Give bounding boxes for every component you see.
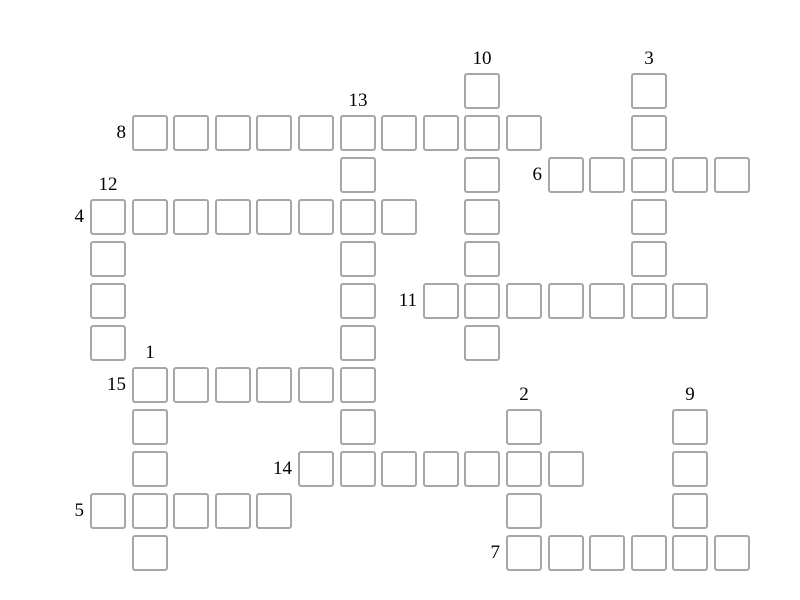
crossword-cell[interactable]: [464, 283, 500, 319]
crossword-cell[interactable]: [340, 241, 376, 277]
crossword-cell[interactable]: [464, 241, 500, 277]
clue-number-13-down: 13: [348, 90, 368, 111]
crossword-cell[interactable]: [423, 283, 459, 319]
crossword-cell[interactable]: [298, 199, 334, 235]
clue-number-1-down: 1: [145, 342, 155, 363]
crossword-cell[interactable]: [132, 451, 168, 487]
crossword-cell[interactable]: [215, 199, 251, 235]
clue-number-4-across: 4: [74, 206, 84, 227]
crossword-cell[interactable]: [173, 115, 209, 151]
crossword-cell[interactable]: [132, 409, 168, 445]
clue-number-6-across: 6: [532, 164, 542, 185]
crossword-cell[interactable]: [506, 115, 542, 151]
crossword-cell[interactable]: [381, 199, 417, 235]
crossword-cell[interactable]: [506, 535, 542, 571]
crossword-cell[interactable]: [631, 283, 667, 319]
crossword-cell[interactable]: [548, 157, 584, 193]
crossword-cell[interactable]: [464, 199, 500, 235]
clue-number-15-across: 15: [107, 374, 126, 395]
crossword-cell[interactable]: [381, 451, 417, 487]
clue-number-12-down: 12: [98, 174, 118, 195]
crossword-cell[interactable]: [672, 493, 708, 529]
crossword-cell[interactable]: [132, 493, 168, 529]
crossword-cell[interactable]: [90, 325, 126, 361]
crossword-cell[interactable]: [672, 535, 708, 571]
clue-number-2-down: 2: [519, 384, 529, 405]
crossword-cell[interactable]: [90, 493, 126, 529]
crossword-cell[interactable]: [340, 451, 376, 487]
crossword-cell[interactable]: [672, 157, 708, 193]
crossword-cell[interactable]: [464, 115, 500, 151]
crossword-cell[interactable]: [631, 115, 667, 151]
crossword-cell[interactable]: [548, 535, 584, 571]
crossword-cell[interactable]: [464, 73, 500, 109]
crossword-cell[interactable]: [589, 283, 625, 319]
crossword-cell[interactable]: [423, 115, 459, 151]
crossword-cell[interactable]: [714, 157, 750, 193]
clue-number-5-across: 5: [74, 500, 84, 521]
crossword-cell[interactable]: [672, 451, 708, 487]
crossword-cell[interactable]: [464, 325, 500, 361]
crossword-cell[interactable]: [340, 115, 376, 151]
crossword-cell[interactable]: [256, 199, 292, 235]
crossword-cell[interactable]: [506, 283, 542, 319]
crossword-cell[interactable]: [256, 367, 292, 403]
crossword-cell[interactable]: [298, 367, 334, 403]
clue-number-3-down: 3: [644, 48, 654, 69]
crossword-cell[interactable]: [631, 199, 667, 235]
crossword-cell[interactable]: [215, 115, 251, 151]
crossword-cell[interactable]: [90, 199, 126, 235]
crossword-cell[interactable]: [173, 199, 209, 235]
crossword-cell[interactable]: [256, 493, 292, 529]
crossword-cell[interactable]: [90, 283, 126, 319]
clue-number-14-across: 14: [273, 458, 292, 479]
crossword-cell[interactable]: [464, 451, 500, 487]
crossword-cell[interactable]: [381, 115, 417, 151]
crossword-cell[interactable]: [672, 409, 708, 445]
crossword-cell[interactable]: [340, 367, 376, 403]
clue-number-10-down: 10: [472, 48, 492, 69]
crossword-cell[interactable]: [132, 199, 168, 235]
crossword-cell[interactable]: [548, 283, 584, 319]
crossword-cell[interactable]: [132, 535, 168, 571]
crossword-cell[interactable]: [298, 115, 334, 151]
crossword-cell[interactable]: [340, 283, 376, 319]
clue-number-11-across: 11: [398, 290, 417, 311]
crossword-cell[interactable]: [506, 493, 542, 529]
crossword-cell[interactable]: [506, 409, 542, 445]
crossword-cell[interactable]: [672, 283, 708, 319]
crossword-cell[interactable]: [506, 451, 542, 487]
crossword-cell[interactable]: [132, 115, 168, 151]
crossword-cell[interactable]: [215, 367, 251, 403]
crossword-cell[interactable]: [215, 493, 251, 529]
crossword-cell[interactable]: [340, 325, 376, 361]
crossword-cell[interactable]: [173, 367, 209, 403]
crossword-cell[interactable]: [298, 451, 334, 487]
crossword-cell[interactable]: [589, 157, 625, 193]
crossword-cell[interactable]: [714, 535, 750, 571]
crossword-cell[interactable]: [173, 493, 209, 529]
clue-number-9-down: 9: [685, 384, 695, 405]
crossword-cell[interactable]: [340, 157, 376, 193]
crossword-cell[interactable]: [423, 451, 459, 487]
crossword-cell[interactable]: [464, 157, 500, 193]
crossword-cell[interactable]: [90, 241, 126, 277]
crossword-cell[interactable]: [631, 241, 667, 277]
clue-number-8-across: 8: [116, 122, 126, 143]
crossword-cell[interactable]: [256, 115, 292, 151]
crossword-cell[interactable]: [589, 535, 625, 571]
crossword-cell[interactable]: [340, 409, 376, 445]
crossword-cell[interactable]: [631, 73, 667, 109]
crossword-cell[interactable]: [132, 367, 168, 403]
crossword-cell[interactable]: [340, 199, 376, 235]
crossword-cell[interactable]: [548, 451, 584, 487]
crossword-cell[interactable]: [631, 535, 667, 571]
crossword-cell[interactable]: [631, 157, 667, 193]
clue-number-7-across: 7: [490, 542, 500, 563]
